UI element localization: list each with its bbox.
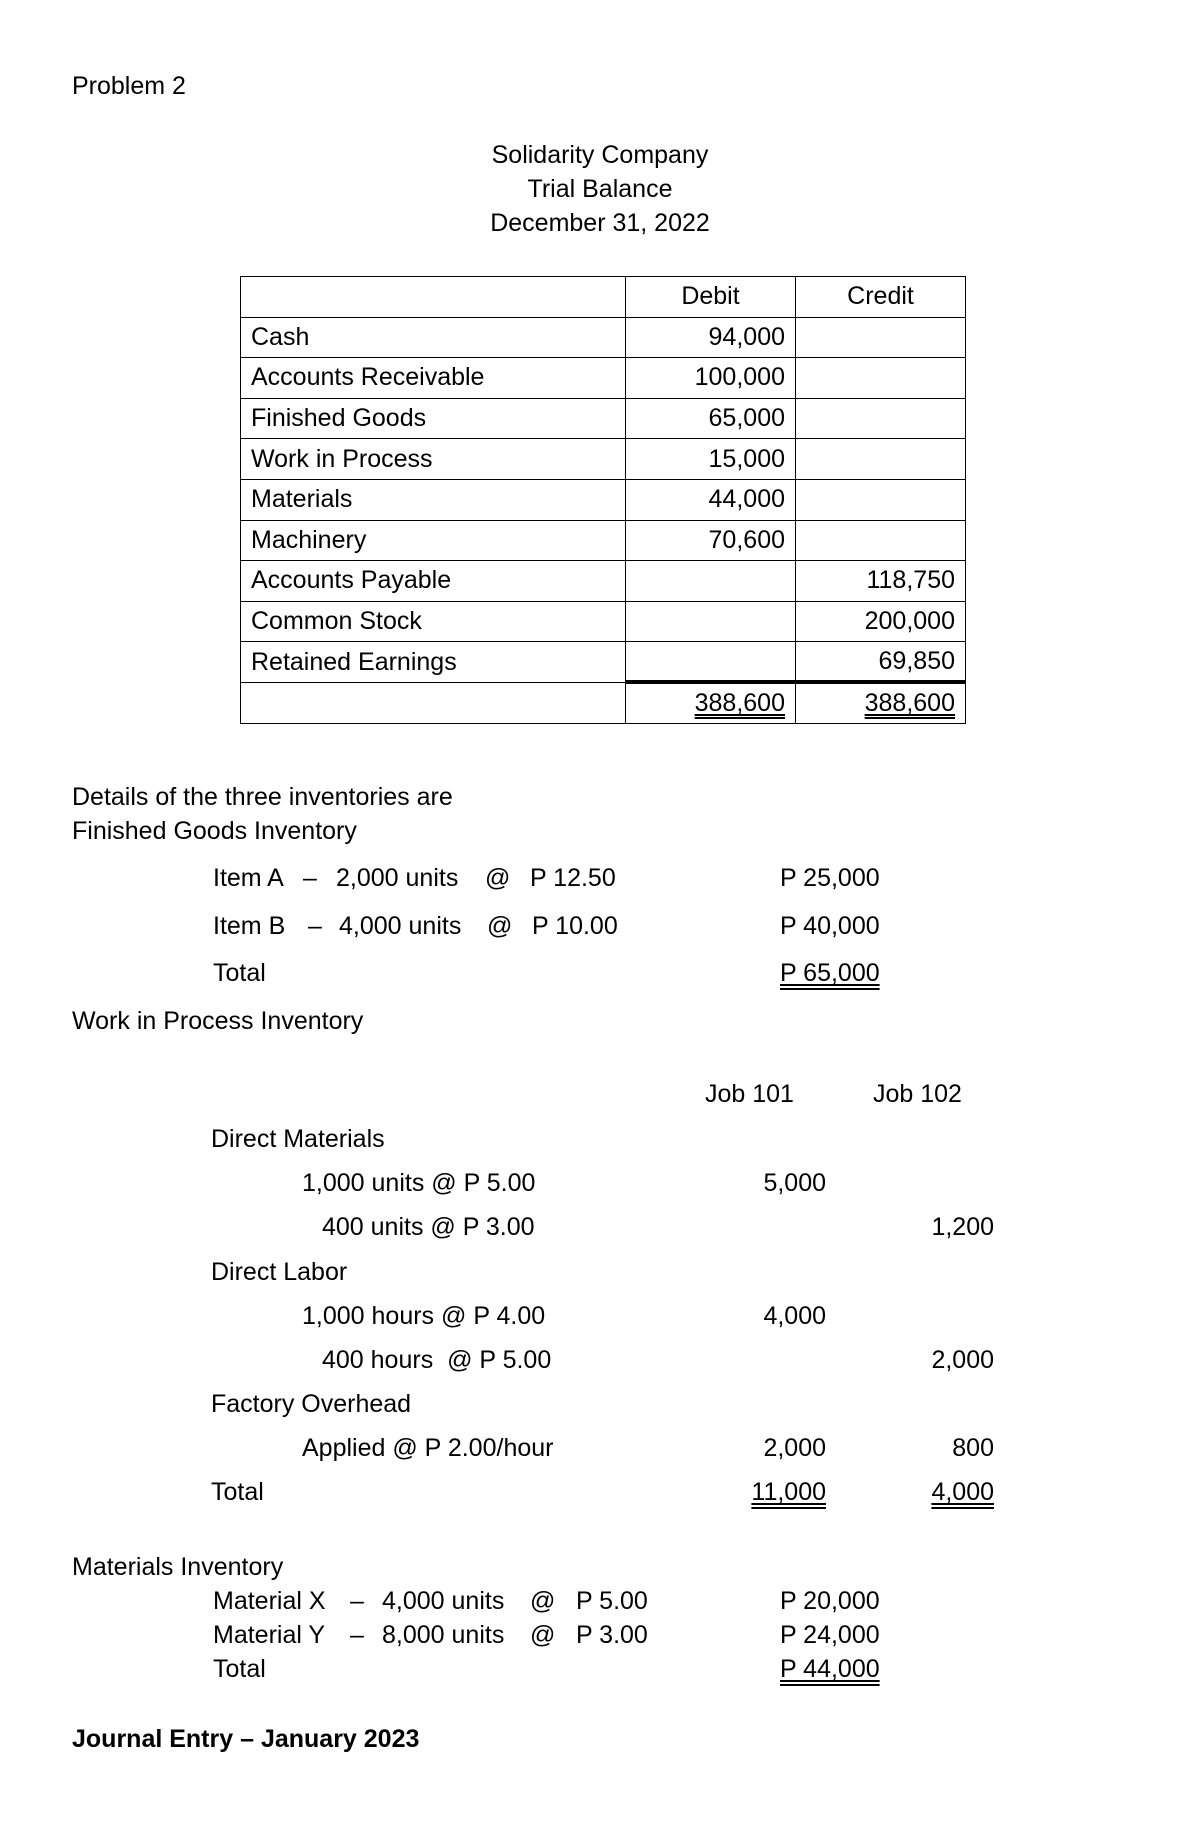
fg-item-price: P 12.50 [530,864,616,892]
fg-total-label: Total [213,959,266,987]
total-credit: 388,600 [864,688,955,717]
fg-item-amount: P 40,000 [780,912,880,940]
material-item-at: @ [530,1621,556,1649]
debit-amount [626,561,796,602]
table-row [241,439,966,480]
fg-item-at: @ [487,912,513,940]
debit-column-header: Debit [626,277,796,318]
credit-column-header: Credit [796,277,966,318]
direct-labor-label: Direct Labor [211,1258,348,1286]
material-item-dash: – [350,1621,364,1649]
report-title: Trial Balance [527,175,673,203]
credit-amount: 69,850 [796,642,966,683]
table-header-row [241,277,966,318]
table-row [241,561,966,602]
report-date: December 31, 2022 [490,209,710,237]
account-name: Machinery [241,520,626,561]
debit-amount [626,601,796,642]
material-item-amount: P 24,000 [780,1621,880,1649]
fg-item-dash: – [308,912,322,940]
materials-total-amount: P 44,000 [780,1655,880,1683]
problem-label: Problem 2 [72,72,186,100]
dm-line-job101: 5,000 [763,1169,826,1197]
fg-item-qty: 2,000 units [336,864,459,892]
job-101-header: Job 101 [705,1080,794,1108]
table-total-row [241,682,966,723]
debit-amount: 94,000 [626,317,796,358]
material-item-price: P 5.00 [576,1587,648,1615]
account-name: Accounts Receivable [241,358,626,399]
account-name: Retained Earnings [241,642,626,683]
debit-amount: 70,600 [626,520,796,561]
wip-total-job101: 11,000 [751,1478,826,1506]
material-item-dash: – [350,1587,364,1615]
material-item-price: P 3.00 [576,1621,648,1649]
fg-item-dash: – [303,864,317,892]
account-name: Materials [241,479,626,520]
credit-amount [796,317,966,358]
fg-item-name: Item B [213,912,286,940]
table-row [241,358,966,399]
debit-amount: 15,000 [626,439,796,480]
journal-entry-heading: Journal Entry – January 2023 [72,1725,420,1753]
wip-total-job102: 4,000 [931,1478,994,1506]
credit-amount: 200,000 [796,601,966,642]
credit-amount [796,398,966,439]
material-item-name: Material X [213,1587,326,1615]
material-item-name: Material Y [213,1621,326,1649]
account-name: Cash [241,317,626,358]
account-name: Work in Process [241,439,626,480]
table-row [241,520,966,561]
direct-materials-label: Direct Materials [211,1125,385,1153]
fg-item-amount: P 25,000 [780,864,880,892]
credit-amount [796,520,966,561]
fg-total-amount: P 65,000 [780,959,880,987]
job-102-header: Job 102 [873,1080,962,1108]
dm-line-desc: 400 units @ P 3.00 [322,1213,535,1241]
debit-amount [626,642,796,683]
wip-total-label: Total [211,1478,264,1506]
account-name: Accounts Payable [241,561,626,602]
debit-amount: 44,000 [626,479,796,520]
dm-line-desc: 1,000 units @ P 5.00 [302,1169,536,1197]
account-column-header [241,277,626,318]
table-row [241,601,966,642]
fg-item-price: P 10.00 [532,912,618,940]
total-debit: 388,600 [694,688,785,717]
finished-goods-title: Finished Goods Inventory [72,817,357,845]
factory-overhead-label: Factory Overhead [211,1390,412,1418]
material-item-qty: 4,000 units [382,1587,505,1615]
table-row [241,398,966,439]
dl-line-desc: 1,000 hours @ P 4.00 [302,1302,546,1330]
dm-line-job102: 1,200 [931,1213,994,1241]
debit-amount: 65,000 [626,398,796,439]
trial-balance-table [240,276,966,724]
debit-amount: 100,000 [626,358,796,399]
table-row [241,642,966,683]
credit-amount [796,439,966,480]
wip-title: Work in Process Inventory [72,1007,364,1035]
material-item-at: @ [530,1587,556,1615]
credit-amount: 118,750 [796,561,966,602]
fg-item-qty: 4,000 units [339,912,462,940]
material-item-amount: P 20,000 [780,1587,880,1615]
account-name: Finished Goods [241,398,626,439]
company-name: Solidarity Company [491,141,709,169]
foh-line-job102: 800 [952,1434,994,1462]
credit-amount [796,479,966,520]
foh-line-job101: 2,000 [763,1434,826,1462]
inventories-intro: Details of the three inventories are [72,783,453,811]
table-row [241,317,966,358]
account-name: Common Stock [241,601,626,642]
fg-item-name: Item A [213,864,284,892]
total-label-cell [241,682,626,723]
dl-line-job101: 4,000 [763,1302,826,1330]
credit-amount [796,358,966,399]
dl-line-desc: 400 hours @ P 5.00 [322,1346,552,1374]
materials-total-label: Total [213,1655,266,1683]
dl-line-job102: 2,000 [931,1346,994,1374]
table-row [241,479,966,520]
foh-line-desc: Applied @ P 2.00/hour [302,1434,554,1462]
fg-item-at: @ [485,864,511,892]
materials-title: Materials Inventory [72,1553,284,1581]
material-item-qty: 8,000 units [382,1621,505,1649]
